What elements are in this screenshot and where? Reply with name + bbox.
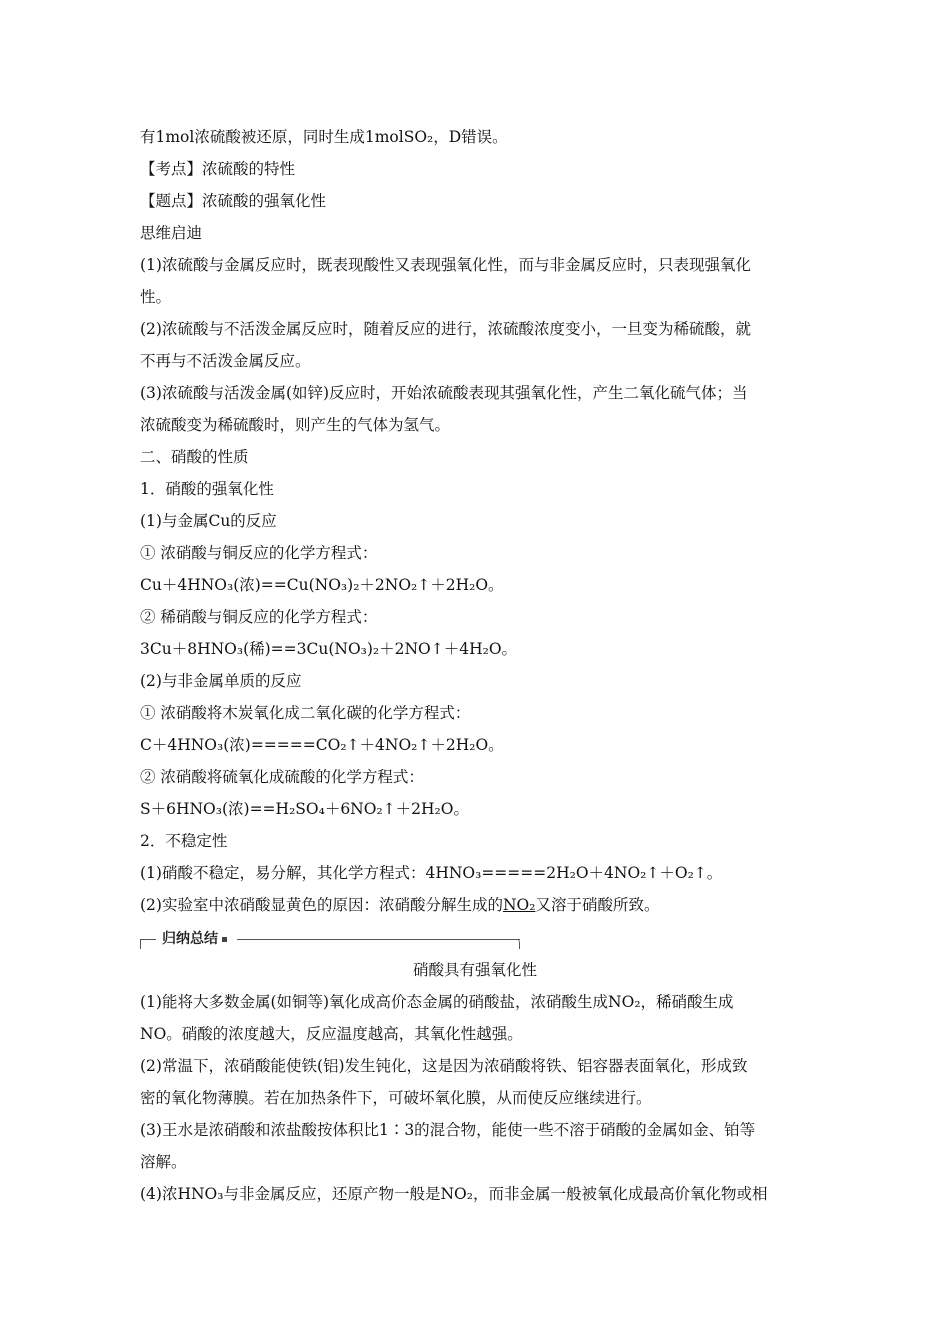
text-line-heading: 思维启迪 [140,224,203,242]
summary-line: (3)王水是浓硝酸和浓盐酸按体积比1∶3的混合物，能使一些不溶于硝酸的金属如金、铂等 [140,1121,756,1139]
equation-line: C＋4HNO₃(浓)=====CO₂↑＋4NO₂↑＋2H₂O。 [140,736,504,754]
underlined-answer: NO₂ [502,896,536,914]
text-line: (3)浓硫酸与活泼金属(如锌)反应时，开始浓硫酸表现其强氧化性，产生二氧化硫气体；当 [140,384,748,402]
text-line: (2)浓硫酸与不活泼金属反应时，随着反应的进行，浓硫酸浓度变小，一旦变为稀硫酸，就 [140,320,751,338]
section-heading: 二、硝酸的性质 [140,448,249,466]
summary-tag [156,929,237,949]
text-line-kaodian: 【考点】浓硫酸的特性 [140,160,296,178]
summary-line: 密的氧化物薄膜。若在加热条件下，可破坏氧化膜，从而使反应继续进行。 [140,1089,652,1107]
equation-line: Cu＋4HNO₃(浓)==Cu(NO₃)₂＋2NO₂↑＋2H₂O。 [140,576,504,594]
summary-title: 硝酸具有强氧化性 [412,961,537,979]
text-line: 浓硫酸变为稀硫酸时，则产生的气体为氢气。 [140,416,451,434]
text-line: ① 浓硝酸与铜反应的化学方程式： [140,544,378,562]
summary-tag-label: 归纳总结 [162,931,218,947]
text-segment: (2)实验室中浓硝酸显黄色的原因：浓硝酸分解生成的 [140,896,503,914]
equation-line: 3Cu＋8HNO₃(稀)==3Cu(NO₃)₂＋2NO↑＋4H₂O。 [140,640,518,658]
subsection-heading: 2．不稳定性 [140,832,228,850]
text-line: (1)浓硫酸与金属反应时，既表现酸性又表现强氧化性，而与非金属反应时，只表现强氧化 [140,256,751,274]
summary-line: (4)浓HNO₃与非金属反应，还原产物一般是NO₂，而非金属一般被氧化成最高价氧化物或相 [140,1185,768,1203]
text-line: 性。 [140,288,172,306]
text-line: 不再与不活泼金属反应。 [140,352,311,370]
text-line: (2)与非金属单质的反应 [140,672,302,690]
summary-line: (2)常温下，浓硝酸能使铁(铝)发生钝化，这是因为浓硝酸将铁、铝容器表面氧化，形成致 [140,1057,748,1075]
summary-rule-cap [140,939,153,949]
summary-line: 溶解。 [140,1153,187,1171]
text-line: ② 浓硝酸将硫氧化成硫酸的化学方程式： [140,768,424,786]
subsection-heading: 1．硝酸的强氧化性 [140,480,274,498]
text-segment: 又溶于硝酸所致。 [535,896,660,914]
text-line-tidian: 【题点】浓硫酸的强氧化性 [140,192,327,210]
summary-header-bar [140,932,520,948]
text-line: 有1mol浓硫酸被还原，同时生成1molSO₂，D错误。 [140,128,508,146]
text-line [140,894,659,916]
summary-line: (1)能将大多数金属(如铜等)氧化成高价态金属的硝酸盐，浓硝酸生成NO₂，稀硝酸生成 [140,993,734,1011]
square-bullet-icon [222,937,227,942]
text-line: ① 浓硝酸将木炭氧化成二氧化碳的化学方程式： [140,704,471,722]
summary-rule-cap [515,939,520,949]
text-line: (1)与金属Cu的反应 [140,512,277,530]
text-line: ② 稀硝酸与铜反应的化学方程式： [140,608,378,626]
summary-line: NO。硝酸的浓度越大，反应温度越高，其氧化性越强。 [140,1025,523,1043]
equation-line: S＋6HNO₃(浓)==H₂SO₄＋6NO₂↑＋2H₂O。 [140,800,469,818]
text-line: (1)硝酸不稳定，易分解，其化学方程式：4HNO₃=====2H₂O＋4NO₂↑＋O₂↑。 [140,864,723,882]
